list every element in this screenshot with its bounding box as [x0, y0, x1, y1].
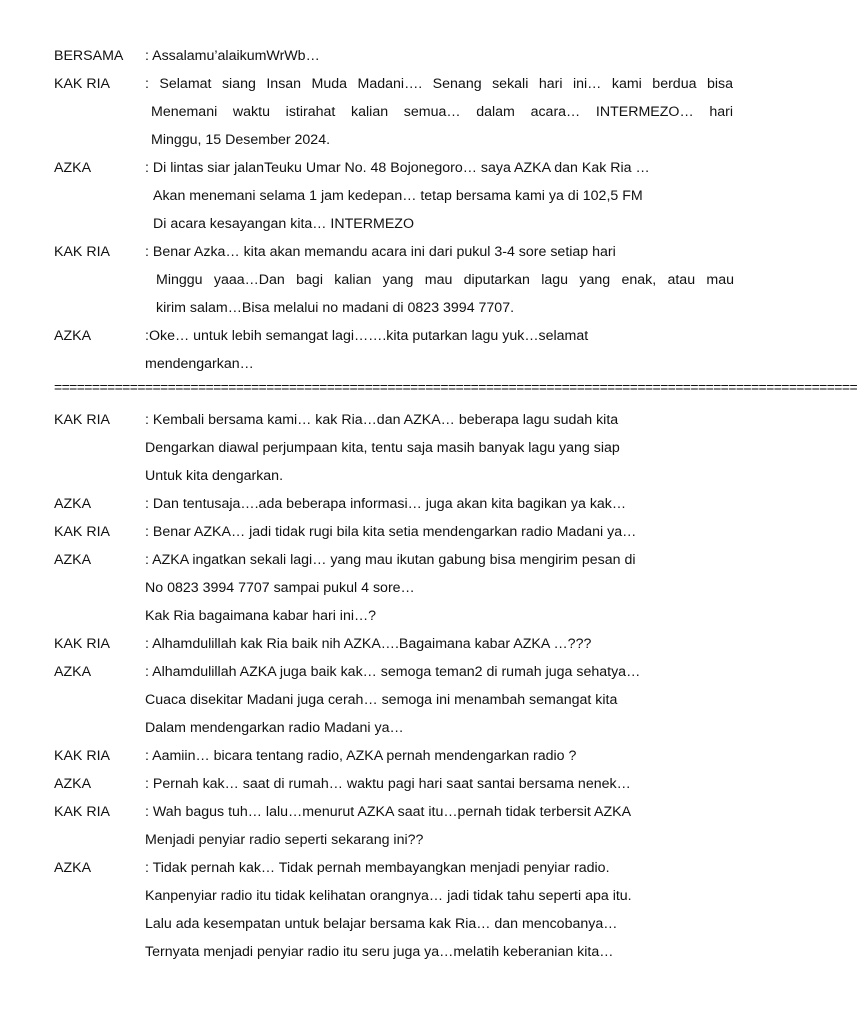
speaker-label: AZKA [54, 664, 92, 680]
dialogue-line: : Benar Azka… kita akan memandu acara ini dari pukul 3-4 sore setiap hari [145, 244, 616, 260]
dialogue-line: No 0823 3994 7707 sampai pukul 4 sore… [145, 580, 415, 596]
speaker-label: KAK RIA [54, 244, 110, 260]
dialogue-line: Ternyata menjadi penyiar radio itu seru juga ya…melatih keberanian kita… [145, 944, 614, 960]
dialogue-line: : Aamiin… bicara tentang radio, AZKA pernah mendengarkan radio ? [145, 748, 577, 764]
dialogue-line: : Di lintas siar jalanTeuku Umar No. 48 Bojonegoro… saya AZKA dan Kak Ria … [145, 160, 650, 176]
dialogue-line: :Oke… untuk lebih semangat lagi…….kita putarkan lagu yuk…selamat [145, 328, 589, 344]
speaker-label: AZKA [54, 860, 92, 876]
dialogue-line: : Benar AZKA… jadi tidak rugi bila kita setia mendengarkan radio Madani ya… [145, 524, 637, 540]
dialogue-line: Akan menemani selama 1 jam kedepan… tetap bersama kami ya di 102,5 FM [153, 188, 643, 204]
dialogue-line: mendengarkan… [145, 356, 254, 372]
dialogue-line: Menemani waktu istirahat kalian semua… dalam acara… INTERMEZO… hari [151, 104, 733, 120]
dialogue-line: : Kembali bersama kami… kak Ria…dan AZKA… beberapa lagu sudah kita [145, 412, 619, 428]
dialogue-line: Dalam mendengarkan radio Madani ya… [145, 720, 404, 736]
dialogue-line: : Selamat siang Insan Muda Madani…. Senang sekali hari ini… kami berdua bisa [145, 76, 733, 92]
speaker-label: KAK RIA [54, 804, 110, 820]
section-separator: ========================================================================================================== [54, 379, 857, 395]
speaker-label: KAK RIA [54, 524, 110, 540]
dialogue-line: Cuaca disekitar Madani juga cerah… semoga ini menambah semangat kita [145, 692, 618, 708]
speaker-label: KAK RIA [54, 76, 110, 92]
dialogue-line: : Alhamdulillah kak Ria baik nih AZKA….Bagaimana kabar AZKA …??? [145, 636, 592, 652]
dialogue-line: Minggu, 15 Desember 2024. [151, 132, 331, 148]
speaker-label: BERSAMA [54, 48, 124, 64]
dialogue-line: : Wah bagus tuh… lalu…menurut AZKA saat itu…pernah tidak terbersit AZKA [145, 804, 632, 820]
speaker-label: AZKA [54, 160, 92, 176]
dialogue-line: : Dan tentusaja….ada beberapa informasi… juga akan kita bagikan ya kak… [145, 496, 627, 512]
dialogue-line: : Assalamu’alaikumWrWb… [145, 48, 320, 64]
dialogue-line: : Alhamdulillah AZKA juga baik kak… semoga teman2 di rumah juga sehatya… [145, 664, 641, 680]
speaker-label: KAK RIA [54, 636, 110, 652]
dialogue-line: Lalu ada kesempatan untuk belajar bersama kak Ria… dan mencobanya… [145, 916, 618, 932]
speaker-label: KAK RIA [54, 412, 110, 428]
speaker-label: AZKA [54, 552, 92, 568]
speaker-label: AZKA [54, 776, 92, 792]
dialogue-line: : Tidak pernah kak… Tidak pernah membayangkan menjadi penyiar radio. [145, 860, 610, 876]
dialogue-line: Kak Ria bagaimana kabar hari ini…? [145, 608, 377, 624]
dialogue-line: Dengarkan diawal perjumpaan kita, tentu saja masih banyak lagu yang siap [145, 440, 620, 456]
speaker-label: KAK RIA [54, 748, 110, 764]
dialogue-line: : AZKA ingatkan sekali lagi… yang mau ikutan gabung bisa mengirim pesan di [145, 552, 636, 568]
dialogue-line: kirim salam…Bisa melalui no madani di 0823 3994 7707. [156, 300, 515, 316]
dialogue-line: : Pernah kak… saat di rumah… waktu pagi hari saat santai bersama nenek… [145, 776, 631, 792]
dialogue-line: Minggu yaaa…Dan bagi kalian yang mau diputarkan lagu yang enak, atau mau [156, 272, 734, 288]
dialogue-line: Menjadi penyiar radio seperti sekarang ini?? [145, 832, 424, 848]
dialogue-line: Di acara kesayangan kita… INTERMEZO [153, 216, 414, 232]
speaker-label: AZKA [54, 328, 92, 344]
dialogue-line: Kanpenyiar radio itu tidak kelihatan orangnya… jadi tidak tahu seperti apa itu. [145, 888, 632, 904]
speaker-label: AZKA [54, 496, 92, 512]
dialogue-line: Untuk kita dengarkan. [145, 468, 284, 484]
